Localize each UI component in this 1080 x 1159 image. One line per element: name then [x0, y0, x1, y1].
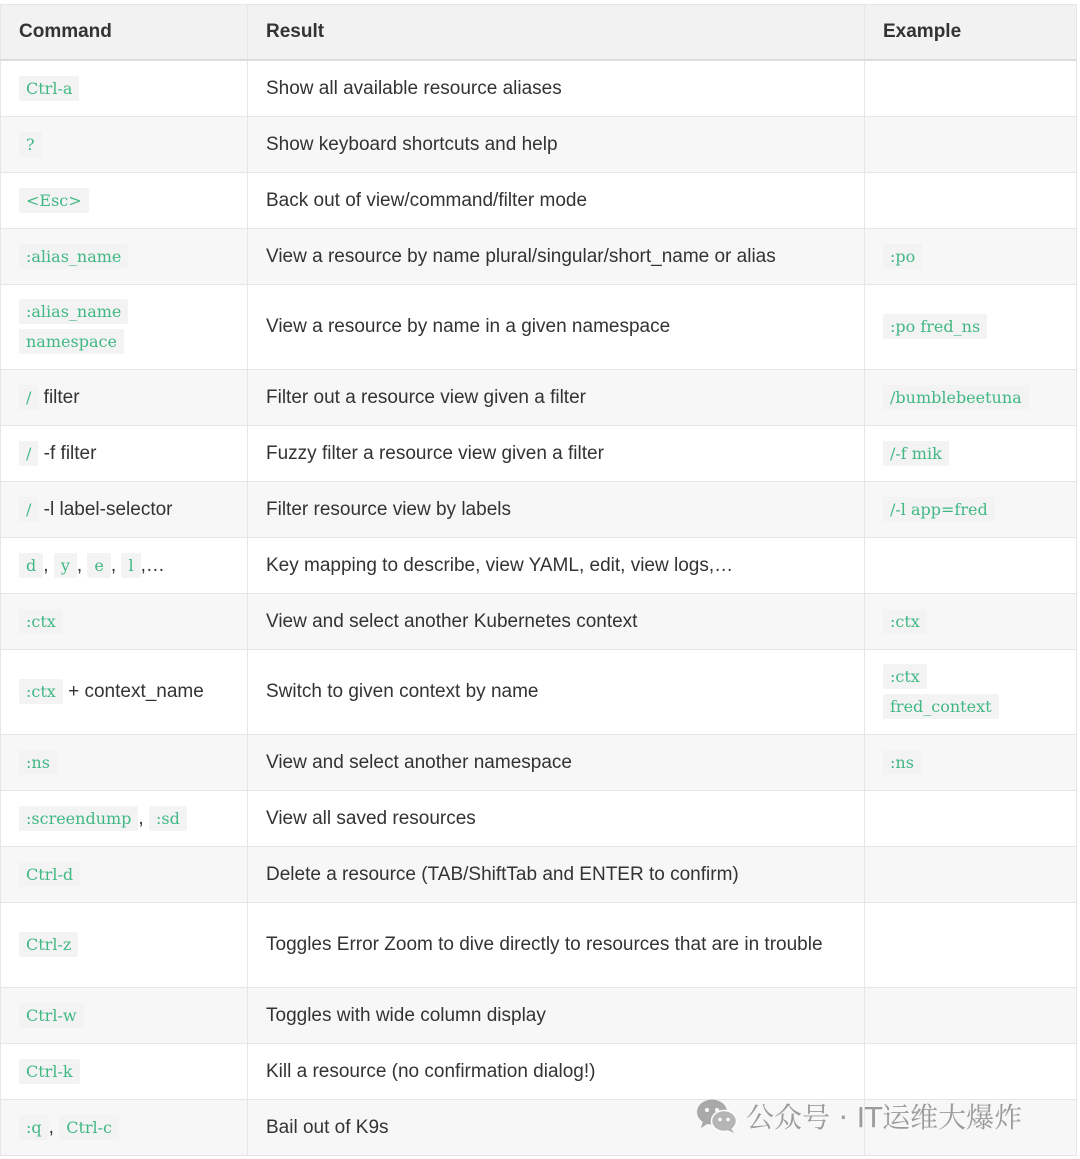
shortcuts-table — [0, 4, 1077, 1156]
example-code: /-f mik — [883, 441, 949, 466]
table-body — [1, 60, 1077, 1156]
table-row — [1, 1044, 1077, 1100]
table-row — [1, 482, 1077, 538]
example-cell — [865, 173, 1077, 229]
table-row — [1, 229, 1077, 285]
command-code: ? — [19, 132, 42, 157]
command-code: Ctrl-w — [19, 1003, 84, 1028]
table-row — [1, 173, 1077, 229]
table-row — [1, 903, 1077, 988]
command-code: / — [19, 385, 38, 410]
header-result: Result — [248, 5, 865, 61]
result-cell: View a resource by name plural/singular/short_name or alias — [248, 229, 865, 285]
example-cell — [865, 285, 1077, 370]
result-cell: Bail out of K9s — [248, 1100, 865, 1156]
command-text: -l label-selector — [38, 498, 173, 520]
example-code: :po fred_ns — [883, 314, 987, 339]
command-code: Ctrl-d — [19, 862, 80, 887]
command-cell — [1, 903, 248, 988]
command-text: , — [138, 807, 149, 829]
example-cell — [865, 903, 1077, 988]
result-cell: Fuzzy filter a resource view given a filter — [248, 426, 865, 482]
command-code: l — [121, 553, 140, 578]
header-command: Command — [1, 5, 248, 61]
command-text: filter — [38, 386, 80, 408]
command-cell — [1, 847, 248, 903]
table-row — [1, 791, 1077, 847]
command-cell — [1, 988, 248, 1044]
header-example: Example — [865, 5, 1077, 61]
example-cell — [865, 735, 1077, 791]
result-cell: Toggles Error Zoom to dive directly to resources that are in trouble — [248, 903, 865, 988]
command-cell — [1, 594, 248, 650]
result-cell: Back out of view/command/filter mode — [248, 173, 865, 229]
table-row — [1, 60, 1077, 117]
command-text: + context_name — [62, 681, 204, 702]
command-code: / — [19, 441, 38, 466]
example-cell — [865, 60, 1077, 117]
command-code: d — [19, 553, 43, 578]
table-row — [1, 847, 1077, 903]
result-cell: View and select another Kubernetes context — [248, 594, 865, 650]
table-row — [1, 988, 1077, 1044]
result-cell: Switch to given context by name — [248, 650, 865, 735]
command-code: <Esc> — [19, 188, 89, 213]
command-code: namespace — [19, 329, 124, 354]
example-code: fred_context — [883, 694, 999, 719]
example-cell — [865, 229, 1077, 285]
command-cell — [1, 229, 248, 285]
result-cell: Key mapping to describe, view YAML, edit, view logs,… — [248, 538, 865, 594]
example-cell — [865, 370, 1077, 426]
command-text: , — [76, 554, 88, 576]
result-cell: Filter out a resource view given a filter — [248, 370, 865, 426]
table-row — [1, 370, 1077, 426]
table-row — [1, 650, 1077, 735]
table-row — [1, 594, 1077, 650]
command-code: :ns — [19, 750, 57, 775]
command-code: :alias_name — [19, 244, 128, 269]
command-cell — [1, 1044, 248, 1100]
example-cell — [865, 594, 1077, 650]
example-cell — [865, 650, 1077, 735]
command-code: e — [87, 553, 110, 578]
command-cell — [1, 538, 248, 594]
watermark — [696, 1096, 1022, 1136]
example-code: /-l app=fred — [883, 497, 995, 522]
command-cell — [1, 60, 248, 117]
command-code: Ctrl-a — [19, 76, 79, 101]
command-cell — [1, 285, 248, 370]
example-cell — [865, 988, 1077, 1044]
example-cell — [865, 1044, 1077, 1100]
result-cell: View a resource by name in a given namespace — [248, 285, 865, 370]
watermark-text: 公众号 · IT运维大爆炸 — [746, 1101, 1023, 1134]
command-code: :q — [19, 1115, 49, 1140]
example-cell — [865, 791, 1077, 847]
command-cell — [1, 735, 248, 791]
command-cell — [1, 117, 248, 173]
command-code: :ctx — [19, 679, 63, 704]
example-cell — [865, 426, 1077, 482]
result-cell: View and select another namespace — [248, 735, 865, 791]
command-code: Ctrl-z — [19, 932, 78, 957]
command-text: , — [110, 554, 122, 576]
example-code: :ctx — [883, 664, 927, 689]
command-cell — [1, 482, 248, 538]
command-code: y — [54, 553, 77, 578]
table-row — [1, 426, 1077, 482]
table-row — [1, 285, 1077, 370]
command-code: :ctx — [19, 609, 63, 634]
result-cell: Delete a resource (TAB/ShiftTab and ENTER to confirm) — [248, 847, 865, 903]
result-cell: Filter resource view by labels — [248, 482, 865, 538]
result-cell: Show all available resource aliases — [248, 60, 865, 117]
result-cell: Toggles with wide column display — [248, 988, 865, 1044]
command-cell — [1, 173, 248, 229]
command-cell — [1, 791, 248, 847]
table-header-row — [1, 5, 1077, 61]
example-cell — [865, 847, 1077, 903]
command-text: , — [43, 554, 54, 576]
example-cell — [865, 538, 1077, 594]
command-code: :screendump — [19, 806, 138, 831]
table-row — [1, 117, 1077, 173]
command-cell — [1, 1100, 248, 1156]
example-code: :ctx — [883, 609, 927, 634]
example-code: :po — [883, 244, 922, 269]
wechat-icon — [696, 1097, 738, 1135]
command-cell — [1, 370, 248, 426]
result-cell: Show keyboard shortcuts and help — [248, 117, 865, 173]
result-cell: Kill a resource (no confirmation dialog!) — [248, 1044, 865, 1100]
command-code: Ctrl-c — [59, 1115, 119, 1140]
command-code: :alias_name — [19, 299, 128, 324]
command-text: ,… — [140, 554, 165, 576]
command-code: :sd — [149, 806, 187, 831]
command-cell — [1, 426, 248, 482]
table-row — [1, 735, 1077, 791]
command-code: / — [19, 497, 38, 522]
command-text: -f filter — [38, 442, 97, 464]
example-cell — [865, 482, 1077, 538]
result-cell: View all saved resources — [248, 791, 865, 847]
table-row — [1, 538, 1077, 594]
command-cell — [1, 650, 248, 735]
example-code: /bumblebeetuna — [883, 385, 1029, 410]
example-code: :ns — [883, 750, 921, 775]
example-cell — [865, 117, 1077, 173]
command-code: Ctrl-k — [19, 1059, 80, 1084]
command-text: , — [48, 1116, 60, 1138]
